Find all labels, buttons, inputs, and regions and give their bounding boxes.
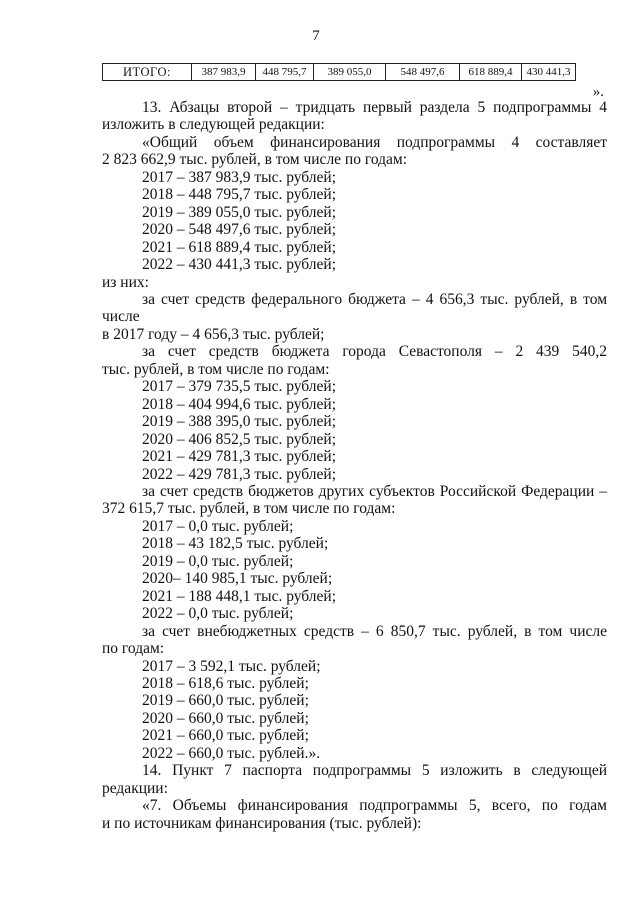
text-line: 2022 – 660,0 тыс. рублей.». [142, 744, 321, 762]
total-2020: 548 497,6 [386, 64, 460, 81]
text-line: «7. Объемы финансирования подпрограммы 5, всего, по годам [142, 797, 607, 815]
text-line: в 2017 году – 4 656,3 тыс. рублей; [102, 325, 325, 343]
total-2021: 618 889,4 [460, 64, 522, 81]
text-line: 2021 – 429 781,3 тыс. рублей; [142, 448, 336, 466]
text-line: из них: [102, 273, 149, 291]
text-line: 2022 – 430 441,3 тыс. рублей; [142, 256, 336, 274]
total-2018: 448 795,7 [256, 64, 314, 81]
text-line: 2020 – 548 497,6 тыс. рублей; [142, 221, 336, 239]
text-line: 14. Пункт 7 паспорта подпрограммы 5 изложить в следующей [142, 762, 607, 780]
text-line: 2019 – 0,0 тыс. рублей; [142, 552, 294, 570]
text-line: 2019 – 660,0 тыс. рублей; [142, 692, 309, 710]
text-line: 2017 – 387 983,9 тыс. рублей; [142, 168, 336, 186]
text-line: 2017 – 379 735,5 тыс. рублей; [142, 378, 336, 396]
text-line: 2022 – 429 781,3 тыс. рублей; [142, 465, 336, 483]
text-line: по годам: [102, 640, 165, 658]
text-line: за счет внебюджетных средств – 6 850,7 тыс. рублей, в том числе [142, 622, 607, 640]
total-label: ИТОГО: [103, 64, 192, 81]
text-line: 2 823 662,9 тыс. рублей, в том числе по годам: [102, 151, 408, 169]
text-line: за счет средств федерального бюджета – 4 656,3 тыс. рублей, в том числе [102, 290, 607, 326]
text-line: 2020 – 660,0 тыс. рублей; [142, 709, 309, 727]
text-line: 2019 – 389 055,0 тыс. рублей; [142, 203, 336, 221]
text-line: 2018 – 43 182,5 тыс. рублей; [142, 535, 329, 553]
text-line: 2018 – 448 795,7 тыс. рублей; [142, 186, 336, 204]
text-line: изложить в следующей редакции: [102, 116, 325, 134]
table-row [103, 64, 632, 81]
text-line: 2020 – 406 852,5 тыс. рублей; [142, 430, 336, 448]
text-line: 2022 – 0,0 тыс. рублей; [142, 605, 294, 623]
text-line: «Общий объем финансирования подпрограммы 4 составляет [142, 133, 607, 151]
total-2022: 430 441,3 [522, 64, 576, 81]
text-line: 13. Абзацы второй – тридцать первый раздела 5 подпрограммы 4 [142, 99, 607, 116]
text-line: редакции: [102, 779, 168, 797]
document-body [102, 99, 607, 832]
page-number: 7 [312, 28, 320, 44]
text-line: тыс. рублей, в том числе по годам: [102, 360, 330, 378]
text-line: за счет средств бюджетов других субъектов Российской Федерации – [142, 482, 607, 500]
text-line: за счет средств бюджета города Севастополя – 2 439 540,2 [142, 343, 607, 361]
closing-quote: ». [592, 84, 604, 100]
total-table [102, 63, 632, 81]
text-line: 2020– 140 985,1 тыс. рублей; [142, 570, 333, 588]
total-2017: 387 983,9 [192, 64, 256, 81]
text-line: и по источникам финансирования (тыс. рублей): [102, 814, 422, 832]
text-line: 2019 – 388 395,0 тыс. рублей; [142, 413, 336, 431]
text-line: 2018 – 404 994,6 тыс. рублей; [142, 395, 336, 413]
text-line: 2017 – 0,0 тыс. рублей; [142, 517, 294, 535]
text-line: 2017 – 3 592,1 тыс. рублей; [142, 657, 321, 675]
total-2019: 389 055,0 [314, 64, 386, 81]
text-line: 2021 – 188 448,1 тыс. рублей; [142, 587, 336, 605]
text-line: 372 615,7 тыс. рублей, в том числе по годам: [102, 500, 396, 518]
text-line: 2018 – 618,6 тыс. рублей; [142, 674, 309, 692]
text-line: 2021 – 618 889,4 тыс. рублей; [142, 238, 336, 256]
text-line: 2021 – 660,0 тыс. рублей; [142, 727, 309, 745]
